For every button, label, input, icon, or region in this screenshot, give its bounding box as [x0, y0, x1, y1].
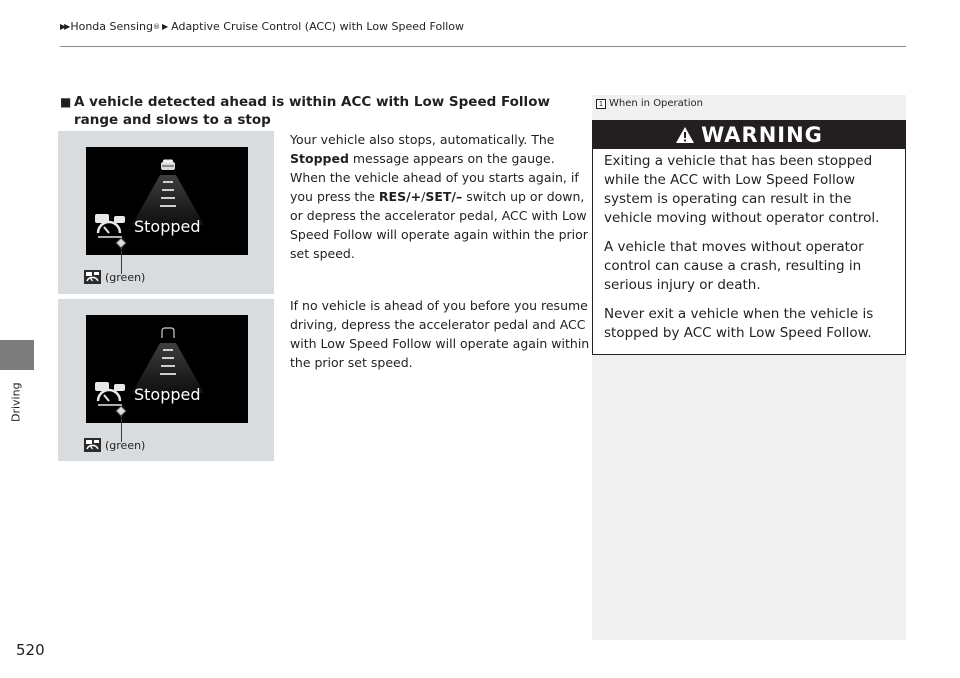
page-number: 520	[16, 641, 45, 659]
caption-text: (green)	[105, 270, 146, 284]
heading-square-icon: ■	[60, 95, 72, 109]
gauge-figure-no-vehicle	[58, 299, 274, 461]
caption-text: (green)	[105, 438, 146, 452]
breadcrumb-level1[interactable]: Honda Sensing	[70, 20, 153, 33]
indicator-caption	[84, 270, 145, 284]
para1-text-1: Your vehicle also stops, automatically. The	[290, 132, 555, 147]
acc-indicator-small-icon	[84, 438, 101, 452]
warning-header	[593, 121, 905, 149]
registered-mark: ®	[152, 22, 160, 31]
warning-triangle-icon	[675, 126, 695, 144]
para1-text-3: switch up or down, or depress the accelerator pedal, ACC with Low Speed Follow will operate again within the prior set speed.	[290, 189, 588, 261]
indicator-caption	[84, 438, 145, 452]
warning-paragraph: A vehicle that moves without operator control can cause a crash, resulting in serious injury or death.	[604, 239, 864, 293]
para1-bold-res: RES/+	[378, 189, 422, 204]
body-paragraph-2: If no vehicle is ahead of you before you resume driving, depress the accelerator pedal and ACC with Low Speed Follow will operate again within the prior set speed.	[290, 298, 590, 370]
note-reference-icon: 1	[596, 99, 606, 109]
breadcrumb-arrow-icon: ▶	[161, 22, 169, 31]
para1-bold-set: SET/–	[425, 189, 463, 204]
lead-vehicle-outline-icon	[160, 327, 176, 339]
warning-paragraph: Never exit a vehicle when the vehicle is stopped by ACC with Low Speed Follow.	[604, 306, 874, 341]
chapter-tab[interactable]	[0, 340, 34, 370]
stopped-message: Stopped	[134, 217, 201, 236]
para1-bold-stopped: Stopped	[290, 151, 349, 166]
chapter-label: Driving	[9, 382, 23, 422]
warning-body	[593, 149, 905, 343]
section-heading	[60, 93, 590, 129]
acc-stopped-indicator-icon	[94, 213, 128, 239]
section-heading-text: A vehicle detected ahead is within ACC with Low Speed Follow range and slows to a stop	[74, 94, 550, 128]
breadcrumb-level2[interactable]: Adaptive Cruise Control (ACC) with Low Speed Follow	[171, 20, 465, 33]
stopped-message: Stopped	[134, 385, 201, 404]
warning-title: WARNING	[701, 123, 823, 147]
warning-paragraph: Exiting a vehicle that has been stopped while the ACC with Low Speed Follow system is operating can result in the vehicle moving without operator control.	[604, 153, 880, 226]
breadcrumb-arrow-icon: ▶▶	[60, 22, 69, 31]
notes-sidebar	[592, 95, 906, 640]
note-title	[596, 98, 703, 109]
header-divider	[60, 46, 906, 47]
warning-box	[592, 120, 906, 355]
breadcrumb	[60, 20, 464, 33]
para1-text-2: message appears on the gauge. When the vehicle ahead of you starts again, if you press the	[290, 151, 579, 204]
gauge-display	[86, 147, 248, 255]
acc-indicator-small-icon	[84, 270, 101, 284]
para1-slash: /	[421, 189, 426, 204]
note-title-text: When in Operation	[609, 98, 703, 109]
body-paragraph-1	[290, 130, 590, 263]
lead-vehicle-icon	[160, 159, 176, 171]
gauge-figure-vehicle-detected	[58, 131, 274, 294]
acc-stopped-indicator-icon	[94, 381, 128, 407]
gauge-display	[86, 315, 248, 423]
